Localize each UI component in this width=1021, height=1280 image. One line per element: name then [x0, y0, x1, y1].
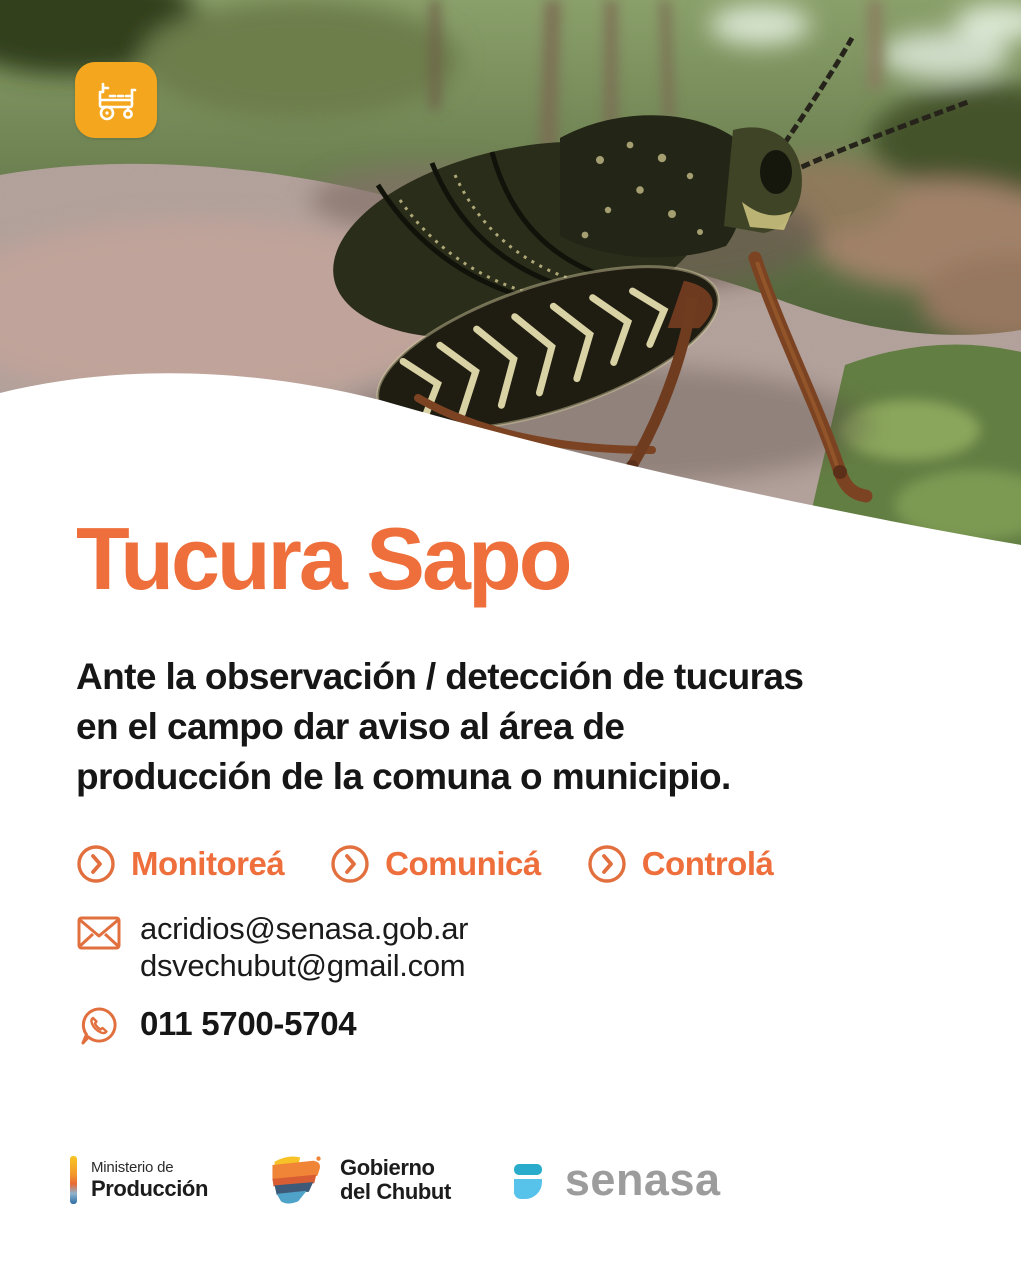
- email-addresses: [140, 910, 468, 984]
- senasa-leaf-icon: [509, 1159, 551, 1201]
- action-controla: [587, 844, 774, 884]
- action-label: Monitoreá: [131, 845, 285, 882]
- chevron-circle-icon: [587, 844, 627, 884]
- chevron-circle-icon: [330, 844, 370, 884]
- action-monitorea: [76, 844, 284, 884]
- action-label: Comunicá: [385, 845, 541, 882]
- poster-content: [0, 509, 1021, 1048]
- body-line: Ante la observación / detección de tucuras: [76, 656, 804, 697]
- government-text: [340, 1156, 451, 1204]
- ministry-text: [91, 1159, 208, 1202]
- email-address: acridios@senasa.gob.ar: [140, 911, 469, 946]
- senasa-wordmark: senasa: [564, 1154, 721, 1205]
- chevron-circle-icon: [76, 844, 116, 884]
- footer-logos: [70, 1152, 721, 1208]
- ministry-bar-icon: [70, 1156, 77, 1204]
- page-title: Tucura Sapo: [76, 509, 570, 608]
- ministry-line2: Producción: [91, 1175, 209, 1201]
- government-line1: Gobierno: [340, 1155, 435, 1180]
- chubut-map-icon: [266, 1152, 326, 1208]
- envelope-icon: [76, 910, 122, 952]
- senasa-logo: [509, 1154, 721, 1205]
- email-row: [76, 910, 961, 984]
- whatsapp-icon: [76, 1000, 122, 1048]
- phone-row: [76, 1000, 961, 1048]
- body-text: [76, 652, 961, 802]
- grasshopper-photo: [0, 0, 1021, 561]
- phone-number: 011 5700-5704: [140, 1005, 357, 1042]
- action-comunica: [330, 844, 541, 884]
- ministry-logo: [70, 1156, 208, 1204]
- contact-block: [76, 910, 961, 1048]
- body-line: en el campo dar aviso al área de: [76, 706, 625, 747]
- chubut-government-logo: [266, 1152, 451, 1208]
- government-line2: del Chubut: [340, 1179, 451, 1204]
- ministry-line1: Ministerio de: [91, 1158, 174, 1176]
- body-line: producción de la comuna o municipio.: [76, 756, 731, 797]
- email-address: dsvechubut@gmail.com: [140, 948, 466, 983]
- action-label: Controlá: [641, 845, 774, 882]
- sprayer-machine-icon: [75, 62, 157, 138]
- action-list: [76, 844, 961, 884]
